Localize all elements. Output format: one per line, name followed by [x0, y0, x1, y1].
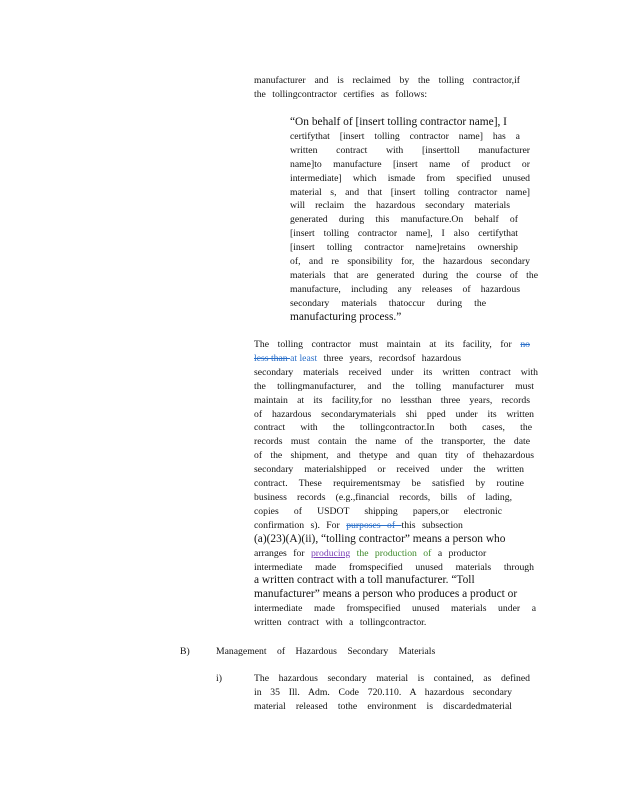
para-line: the tollingmanufacturer, and the tolling manufacturer must [254, 380, 534, 392]
deleted-text: no [520, 339, 530, 350]
item-i-marker: i) [216, 673, 222, 684]
intro-line: manufacturer and is reclaimed by the tolling contractor,if [254, 75, 520, 86]
deleted-text: less than [254, 352, 291, 364]
para-text: a productor [431, 547, 487, 559]
para-line [254, 352, 538, 366]
para-line [254, 338, 530, 352]
para-text: The tolling contractor must maintain at its facility, for [254, 339, 521, 350]
intro-line: the tollingcontractor certifies as follows: [254, 88, 428, 100]
item-line: in 35 Ill. Adm. Code 720.110. A hazardous secondary [254, 686, 512, 698]
section-b-title: Management of Hazardous Secondary Materials [216, 646, 436, 657]
para-line: secondary materialshipped or received under the written [254, 464, 524, 476]
quote-line: manufacture, including any releases of hazardous [290, 283, 520, 295]
para-line: contract. These requirementsmay be satisfied by routine [254, 478, 524, 490]
quote-line: [insert tolling contractor name], I also certifythat [290, 228, 518, 240]
quote-line: will reclaim the hazardous secondary materials [290, 200, 510, 212]
quote-line: [insert tolling contractor name]retains ownership [290, 242, 518, 254]
para-line: contract with the tollingcontractor.In both cases, the [254, 422, 532, 434]
certification-quote [290, 116, 538, 325]
para-line [254, 547, 538, 561]
para-line: of the shipment, and thetype and quan tity of thehazardous [254, 450, 534, 462]
inserted-text: at least [290, 352, 318, 364]
para-line [254, 519, 538, 533]
quote-line: written contract with [inserttoll manufacturer [290, 144, 530, 156]
para-text: three years, recordsof hazardous [317, 352, 461, 364]
deleted-text: purposes of [346, 519, 402, 531]
quote-line: “On behalf of [insert tolling contractor name], I [290, 116, 507, 128]
para-text: confirmation s). For [254, 519, 347, 531]
records-paragraph [254, 338, 538, 630]
quote-line: secondary materials thatoccur during the [290, 297, 486, 309]
para-line: a written contract with a toll manufacturer. “Toll [254, 574, 475, 587]
para-line: secondary materials received under its written contract with [254, 366, 538, 378]
para-text: this subsection [401, 519, 463, 531]
quote-line: generated during this manufacture.On behalf of [290, 214, 518, 226]
moved-text: the production of [350, 547, 432, 559]
para-line: maintain at its facility,for no lessthan three years, records [254, 394, 530, 406]
para-line: business records (e.g.,financial records, bills of lading, [254, 491, 512, 503]
para-line: written contract with a tollingcontractor. [254, 617, 427, 629]
quote-line: material s, and that [insert tolling contractor name] [290, 186, 530, 198]
section-b-marker: B) [180, 646, 190, 657]
para-line: records must contain the name of the transporter, the date [254, 436, 530, 448]
para-line: copies of USDOT shipping papers,or electronic [254, 505, 502, 517]
quote-line: of, and re sponsibility for, the hazardous secondary [290, 256, 530, 268]
para-line: manufacturer” means a person who produces a product or [254, 588, 518, 601]
para-line: of hazardous secondarymaterials shi pped under its written [254, 408, 534, 420]
item-line: The hazardous secondary material is contained, as defined [254, 673, 530, 684]
quote-line: materials that are generated during the course of the [290, 269, 538, 281]
para-text: arranges for [254, 547, 311, 559]
item-i-text [254, 672, 530, 714]
inserted-text: producing [310, 547, 351, 559]
quote-line: manufacturing process.” [290, 310, 402, 323]
para-line: intermediate made fromspecified unused materials through [254, 561, 534, 573]
intro-text [254, 74, 520, 102]
para-line: intermediate made fromspecified unused materials under a [254, 603, 536, 615]
item-line: material released tothe environment is discardedmaterial [254, 700, 512, 712]
quote-line: intermediate] which ismade from specified unused [290, 172, 530, 184]
quote-line: name]to manufacture [insert name of product or [290, 158, 530, 170]
para-line: (a)(23)(A)(ii), “tolling contractor” means a person who [254, 532, 506, 545]
quote-line: certifythat [insert tolling contractor name] has a [290, 130, 520, 142]
